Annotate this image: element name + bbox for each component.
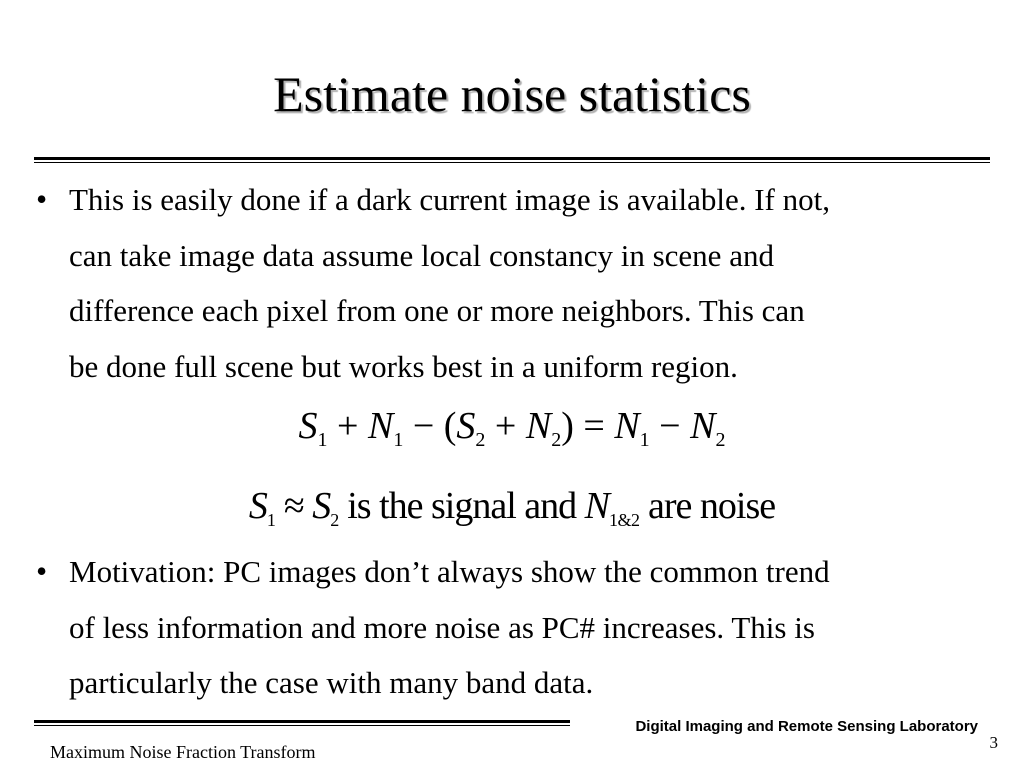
- footer-course-title: Maximum Noise Fraction Transform: [50, 742, 316, 762]
- eq-text: are noise: [648, 485, 776, 527]
- eq-symbol: S: [298, 405, 318, 447]
- footer-divider-bottom: [34, 725, 570, 726]
- eq-paren: ): [561, 405, 574, 447]
- page-number: 3: [989, 733, 998, 752]
- eq-symbol: N: [525, 405, 552, 447]
- eq-symbol: N: [367, 405, 394, 447]
- bullet-item-1: [36, 172, 996, 394]
- eq-symbol: S: [456, 405, 476, 447]
- eq-operator: ≈: [283, 485, 304, 527]
- eq-symbol: N: [614, 405, 640, 447]
- bullet-marker: •: [36, 553, 48, 589]
- eq-subscript: 1: [639, 429, 650, 451]
- eq-symbol: S: [248, 485, 267, 527]
- equation-signal-noise: [0, 484, 1024, 528]
- eq-subscript: 2: [551, 429, 562, 451]
- eq-text: is the signal and: [347, 485, 577, 527]
- footer-divider-top: [34, 720, 570, 723]
- footer-lab-name: Digital Imaging and Remote Sensing Laboratory: [635, 718, 978, 735]
- eq-subscript: 2: [715, 429, 726, 451]
- eq-operator: +: [494, 405, 517, 447]
- eq-subscript: 2: [475, 429, 486, 451]
- eq-subscript: 1: [317, 429, 328, 451]
- eq-subscript: 2: [330, 510, 339, 530]
- eq-operator: +: [337, 405, 359, 447]
- eq-symbol: N: [690, 405, 716, 447]
- slide-title: Estimate noise statistics: [273, 66, 751, 122]
- eq-subscript: 1: [266, 510, 276, 530]
- eq-operator: =: [583, 405, 605, 447]
- eq-paren: (: [443, 405, 457, 447]
- title-divider-bottom: [34, 162, 990, 163]
- eq-symbol: N: [584, 485, 609, 527]
- bullet-marker: •: [36, 181, 48, 217]
- bullet-item-2: [36, 544, 996, 711]
- eq-subscript: 1&2: [609, 510, 640, 530]
- bullet-text: This is easily done if a dark current image is available. If not, can take image data assume local constancy in scene and difference each pixel from one or more neighbors. This can be done full scene but works best in a uniform region.: [69, 182, 830, 384]
- title-divider-top: [34, 157, 990, 160]
- eq-operator: −: [659, 405, 681, 447]
- eq-symbol: S: [312, 485, 331, 527]
- equation-difference: [0, 404, 1024, 451]
- eq-operator: −: [412, 405, 435, 447]
- eq-subscript: 1: [393, 429, 404, 451]
- bullet-text: Motivation: PC images don’t always show the common trend of less information and more noise as PC# increases. This is particularly the case with many band data.: [69, 554, 830, 700]
